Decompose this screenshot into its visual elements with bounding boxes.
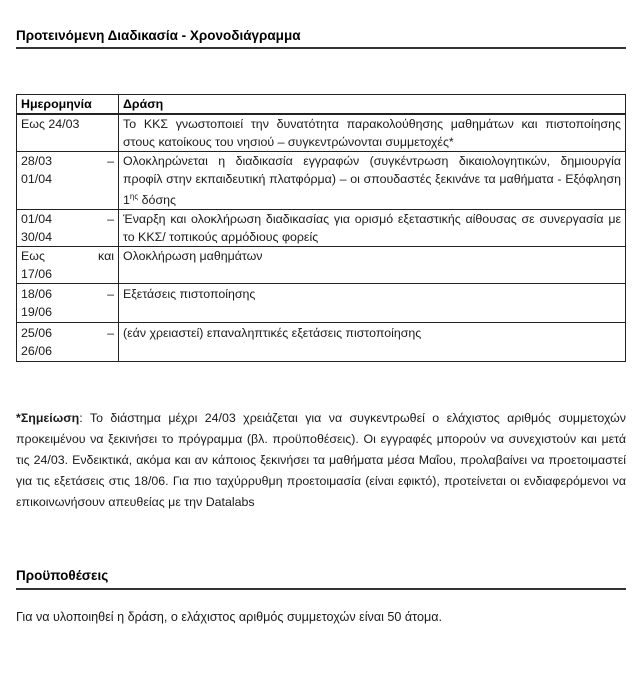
table-row (17, 210, 626, 247)
footnote (16, 408, 626, 513)
row-action (119, 152, 626, 210)
date-text: Εως 24/03 (21, 117, 80, 131)
footnote-label: *Σημείωση (16, 411, 80, 425)
table-row (17, 284, 626, 323)
row-date (17, 152, 119, 210)
row-action: (εάν χρειαστεί) επαναληπτικές εξετάσεις πιστοποίησης (119, 323, 626, 362)
date-connector: και (98, 249, 114, 264)
row-date (17, 284, 119, 323)
date-end: 26/06 (21, 344, 53, 359)
action-superscript: ης (129, 192, 139, 201)
row-action: Το ΚΚΣ γνωστοποιεί την δυνατότητα παρακολούθησης μαθημάτων και πιστοποίησης στους κατοίκους του νησιού – συγκεντρώνονται συμμετοχές* (119, 114, 626, 152)
row-date (17, 114, 119, 152)
schedule-title: Προτεινόμενη Διαδικασία - Χρονοδιάγραμμα (16, 28, 301, 43)
date-dash: – (107, 212, 114, 227)
table-row (17, 152, 626, 210)
schedule-table (16, 94, 626, 362)
date-end: 19/06 (21, 305, 53, 320)
table-header-row (17, 95, 626, 115)
table-row (17, 247, 626, 284)
prerequisites-title-underline (16, 588, 626, 590)
date-end: 17/06 (21, 267, 53, 282)
header-action: Δράση (119, 95, 626, 115)
row-date (17, 247, 119, 284)
date-end: 01/04 (21, 172, 53, 186)
row-date (17, 323, 119, 362)
date-dash: – (107, 326, 114, 341)
date-start: 25/06 (21, 326, 53, 341)
footnote-text: : Το διάστημα μέχρι 24/03 χρειάζεται για να συγκεντρωθεί ο ελάχιστος αριθμός συμμετοχών προκειμένου να ξεκινήσει το πρόγραμμα (βλ. προϋποθέσεις). Οι εγγραφές μπορούν να συνεχιστούν και μετά τις 24/03. Ενδεικτικά, ακόμα και αν κάποιος ξεκινήσει τα μαθήματα μέσα Μαΐου, προλαβαίνει να προετοιμαστεί για τις εξετάσεις στις 18/06. Για πιο ταχύρρυθμη προετοιμασία (είναι εφικτό), προτείνεται οι ενδιαφερόμενοι να επικοινωνήσουν απευθείας με την Datalabs (16, 411, 626, 509)
prerequisites-text: Για να υλοποιηθεί η δράση, ο ελάχιστος αριθμός συμμετοχών είναι 50 άτομα. (16, 610, 443, 624)
action-text-tail: δόσης (138, 193, 176, 208)
date-end: 30/04 (21, 230, 53, 245)
date-dash: – (107, 154, 114, 168)
date-start: 28/03 (21, 154, 53, 168)
row-action: Έναρξη και ολοκλήρωση διαδικασίας για ορισμό εξεταστικής αίθουσας σε συνεργασία με το ΚΚΣ/ τοπικούς αρμόδιους φορείς (119, 210, 626, 247)
table-row (17, 114, 626, 152)
header-date: Ημερομηνία (17, 95, 119, 115)
schedule-title-underline (16, 47, 626, 49)
date-start: 18/06 (21, 287, 53, 302)
prerequisites-title: Προϋποθέσεις (16, 568, 109, 583)
date-dash: – (107, 287, 114, 302)
table-row (17, 323, 626, 362)
row-action: Εξετάσεις πιστοποίησης (119, 284, 626, 323)
action-text: Ολοκληρώνεται η διαδικασία εγγραφών (συγκέντρωση δικαιολογητικών, δημιουργία προφίλ στην εκπαιδευτική πλατφόρμα) – οι σπουδαστές ξεκινάνε τα μαθήματα - Εξόφληση 1 (123, 154, 621, 208)
date-start: 01/04 (21, 212, 53, 227)
row-action: Ολοκλήρωση μαθημάτων (119, 247, 626, 284)
date-start: Εως (21, 249, 45, 264)
row-date (17, 210, 119, 247)
